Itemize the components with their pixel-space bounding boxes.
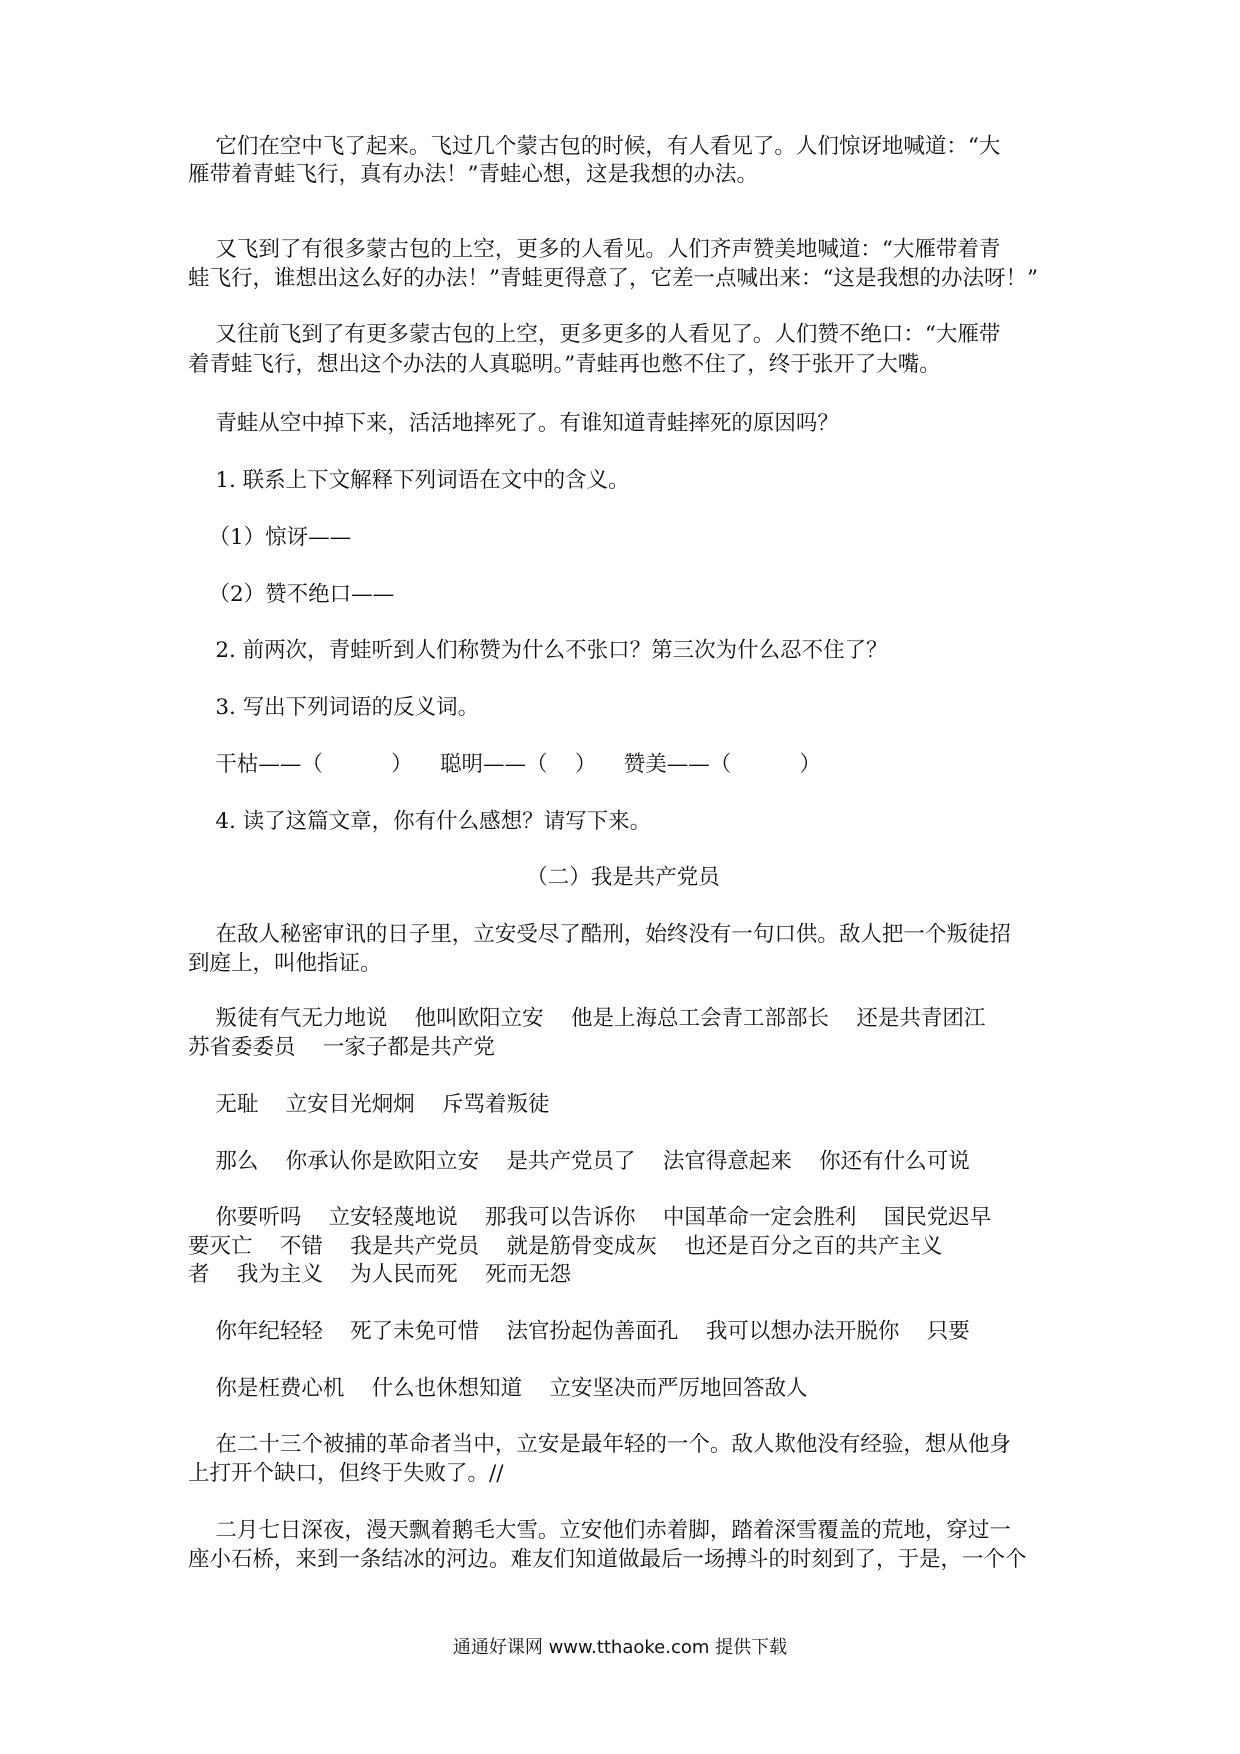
text-line: 上打开个缺口，但终于失败了。// bbox=[188, 1461, 504, 1486]
text-line: 蛙飞行，谁想出这么好的办法！”青蛙更得意了，它差一点喊出来：“这是我想的办法呀！” bbox=[188, 266, 1038, 291]
text-line: 你是枉费心机 什么也休想知道 立安坚决而严厉地回答敌人 bbox=[188, 1376, 808, 1401]
text-line: 你要听吗 立安轻蔑地说 那我可以告诉你 中国革命一定会胜利 国民党迟早 bbox=[188, 1205, 992, 1230]
text-line: 苏省委委员 一家子都是共产党 bbox=[188, 1035, 495, 1060]
text-line: 雁带着青蛙飞行，真有办法！”青蛙心想，这是我想的办法。 bbox=[188, 162, 758, 187]
text-line: 着青蛙飞行，想出这个办法的人真聪明。”青蛙再也憋不住了，终于张开了大嘴。 bbox=[188, 352, 941, 377]
text-line: 又飞到了有很多蒙古包的上空，更多的人看见。人们齐声赞美地喊道：“大雁带着青 bbox=[188, 237, 1001, 262]
text-line: 它们在空中飞了起来。飞过几个蒙古包的时候，有人看见了。人们惊讶地喊道：“大 bbox=[188, 134, 1001, 159]
text-line: 青蛙从空中掉下来，活活地摔死了。有谁知道青蛙摔死的原因吗？ bbox=[188, 411, 839, 436]
question-2: 2. 前两次，青蛙听到人们称赞为什么不张口？第三次为什么忍不住了？ bbox=[188, 638, 888, 663]
text-line: 你年纪轻轻 死了未免可惜 法官扮起伪善面孔 我可以想办法开脱你 只要 bbox=[188, 1319, 970, 1344]
question-1: 1. 联系上下文解释下列词语在文中的含义。 bbox=[188, 468, 630, 493]
text-line: 又往前飞到了有更多蒙古包的上空，更多更多的人看见了。人们赞不绝口：“大雁带 bbox=[188, 322, 1001, 347]
text-line: 到庭上，叫他指证。 bbox=[188, 951, 382, 976]
question-1-item-2: （2）赞不绝口—— bbox=[188, 582, 395, 607]
page-footer: 通通好课网 www.tthaoke.com 提供下载 bbox=[452, 1637, 788, 1658]
text-line: 无耻 立安目光炯炯 斥骂着叛徒 bbox=[188, 1092, 550, 1117]
text-line: 二月七日深夜，漫天飘着鹅毛大雪。立安他们赤着脚，踏着深雪覆盖的荒地，穿过一 bbox=[188, 1518, 1011, 1543]
text-line: 座小石桥，来到一条结冰的河边。难友们知道做最后一场搏斗的时刻到了，于是，一个个 bbox=[188, 1547, 1027, 1572]
text-line: 那么 你承认你是欧阳立安 是共产党员了 法官得意起来 你还有什么可说 bbox=[188, 1149, 970, 1174]
text-line: 者 我为主义 为人民而死 死而无怨 bbox=[188, 1262, 572, 1287]
section-title: （二）我是共产党员 bbox=[526, 865, 720, 890]
text-line: 叛徒有气无力地说 他叫欧阳立安 他是上海总工会青工部部长 还是共青团江 bbox=[188, 1006, 986, 1031]
text-line: 在二十三个被捕的革命者当中，立安是最年轻的一个。敌人欺他没有经验，想从他身 bbox=[188, 1432, 1011, 1457]
antonym-blanks: 干枯——（ ） 聪明——（ ） 赞美——（ ） bbox=[188, 752, 822, 777]
text-line: 在敌人秘密审讯的日子里，立安受尽了酷刑，始终没有一句口供。敌人把一个叛徒招 bbox=[188, 922, 1011, 947]
question-1-item-1: （1）惊讶—— bbox=[188, 525, 352, 550]
question-4: 4. 读了这篇文章，你有什么感想？请写下来。 bbox=[188, 809, 652, 834]
text-line: 要灭亡 不错 我是共产党员 就是筋骨变成灰 也还是百分之百的共产主义 bbox=[188, 1234, 943, 1259]
question-3: 3. 写出下列词语的反义词。 bbox=[188, 695, 480, 720]
